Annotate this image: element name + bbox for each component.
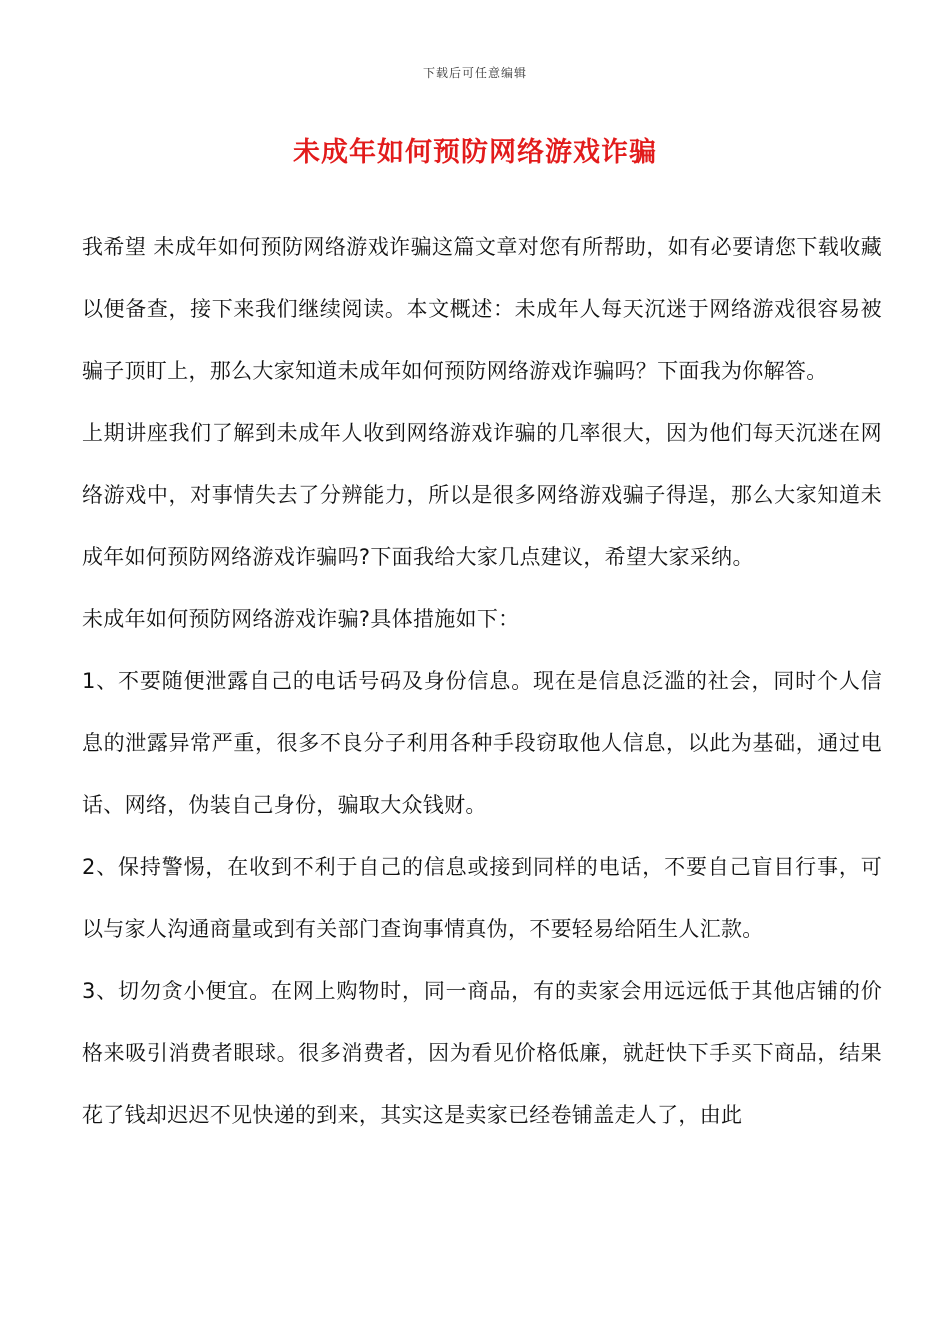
header-note: 下载后可任意编辑 <box>422 66 527 80</box>
intro-paragraph: 我希望 未成年如何预防网络游戏诈骗这篇文章对您有所帮助，如有必要请您下载收藏以便备查，接下来我们继续阅读。本文概述：未成年人每天沉迷于网络游戏很容易被骗子顶盯上，那么大家知道未成年如何预防网络游戏诈骗吗？下面我为你解答。 <box>82 235 882 383</box>
measures-heading: 未成年如何预防网络游戏诈骗?具体措施如下： <box>82 607 520 631</box>
document-body <box>82 216 882 1146</box>
document-title: 未成年如何预防网络游戏诈骗 <box>293 137 657 168</box>
measure-item-1: 1、不要随便泄露自己的电话号码及身份信息。现在是信息泛滥的社会，同时个人信息的泄露异常严重，很多不良分子利用各种手段窃取他人信息，以此为基础，通过电话、网络，伪装自己身份，骗取大众钱财。 <box>82 669 882 817</box>
measure-item-2: 2、保持警惕，在收到不利于自己的信息或接到同样的电话，不要自己盲目行事，可以与家人沟通商量或到有关部门查询事情真伪，不要轻易给陌生人汇款。 <box>82 855 882 941</box>
background-paragraph: 上期讲座我们了解到未成年人收到网络游戏诈骗的几率很大，因为他们每天沉迷在网络游戏中，对事情失去了分辨能力，所以是很多网络游戏骗子得逞，那么大家知道未成年如何预防网络游戏诈骗吗?下面我给大家几点建议，希望大家采纳。 <box>82 421 882 569</box>
measure-item-3: 3、切勿贪小便宜。在网上购物时，同一商品，有的卖家会用远远低于其他店铺的价格来吸引消费者眼球。很多消费者，因为看见价格低廉，就赶快下手买下商品，结果花了钱却迟迟不见快递的到来，其实这是卖家已经卷铺盖走人了，由此 <box>82 979 882 1127</box>
